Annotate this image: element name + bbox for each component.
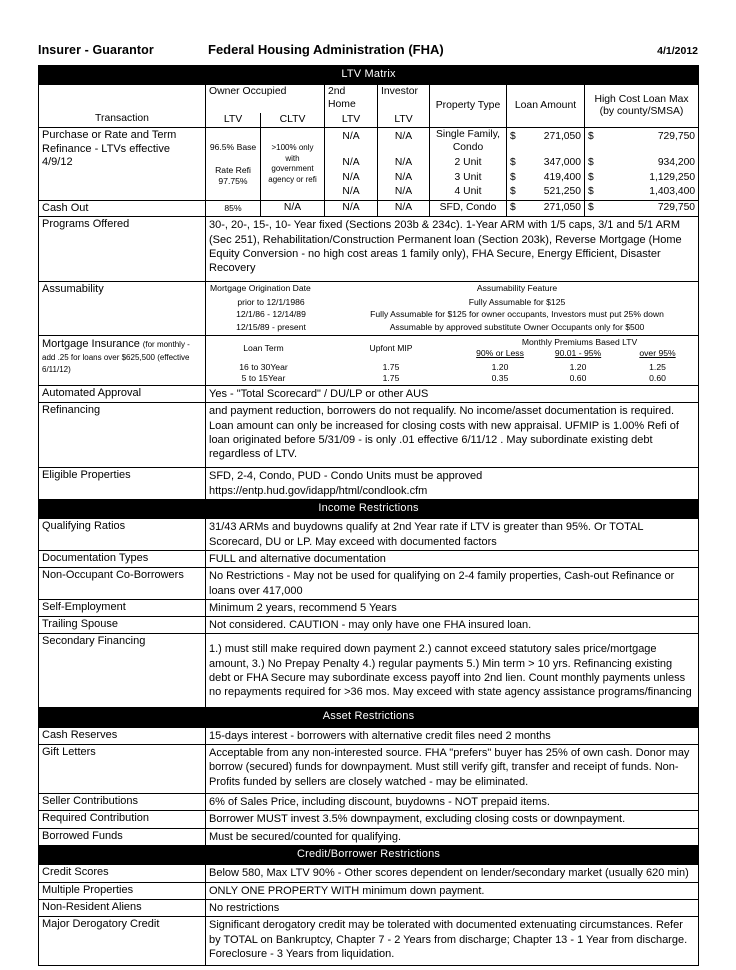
assumability-row-2 (206, 307, 698, 319)
cell-loan-amount-1: 271,050 (527, 128, 585, 156)
row-value-non-resident-aliens: No restrictions (206, 900, 699, 917)
mip-col-upfront: Upfont MIP (369, 342, 413, 353)
cell-investor-3: N/A (378, 171, 430, 186)
row-value-mortgage-insurance (206, 336, 699, 386)
cell-cashout-high-cost: 729,750 (602, 200, 699, 216)
cell-cashout-investor: N/A (378, 200, 430, 216)
cell-2nd-home-4: N/A (325, 185, 378, 200)
cell-high-cost-4: 1,403,400 (602, 185, 699, 200)
header-high-cost-loan-max: High Cost Loan Max (by county/SMSA) (585, 85, 699, 128)
document-header (38, 42, 698, 60)
table-row-refinancing (39, 403, 699, 468)
cell-cashout-cltv: N/A (261, 200, 325, 216)
mip-term-1: 16 to 30Year (239, 362, 288, 373)
mip-sub-over-95: over 95% (639, 347, 676, 358)
table-row-secondary-financing (39, 634, 699, 708)
mip-premium-90less-1: 1.20 (491, 362, 509, 373)
table-row-gift-letters (39, 745, 699, 794)
row-value-self-employment: Minimum 2 years, recommend 5 Years (206, 599, 699, 616)
mip-premium-over95-2: 0.60 (649, 372, 666, 383)
table-row-purchase-1 (39, 128, 699, 156)
header-second-home: 2nd Home (325, 85, 378, 113)
header-date: 4/1/2012 (657, 45, 698, 57)
cell-loan-amount-4: 521,250 (527, 185, 585, 200)
row-value-non-occupant-co-borrowers: No Restrictions - May not be used for qualifying on 2-4 family properties, Cash-out Refinance or loans over 417,000 (206, 568, 699, 600)
table-row-multiple-properties (39, 882, 699, 899)
band-row-credit-restrictions (39, 846, 699, 865)
table-row-borrowed-funds (39, 828, 699, 845)
row-label-self-employment: Self-Employment (39, 599, 206, 616)
row-label-qualifying-ratios: Qualifying Ratios (39, 519, 206, 551)
row-label-programs-offered: Programs Offered (39, 217, 206, 282)
cell-dollar-1: $ (507, 128, 527, 156)
row-value-assumability (206, 282, 699, 336)
row-label-borrowed-funds: Borrowed Funds (39, 828, 206, 845)
cell-dollar-3: $ (507, 171, 527, 186)
row-label-seller-contributions: Seller Contributions (39, 794, 206, 811)
cell-investor-2: N/A (378, 156, 430, 171)
assumability-subheader (206, 282, 698, 293)
header-2nd-ltv: LTV (325, 113, 378, 128)
row-value-borrowed-funds: Must be secured/counted for qualifying. (206, 828, 699, 845)
row-label-secondary-financing: Secondary Financing (39, 634, 206, 708)
row-label-multiple-properties: Multiple Properties (39, 882, 206, 899)
row-label-non-resident-aliens: Non-Resident Aliens (39, 900, 206, 917)
row-value-seller-contributions: 6% of Sales Price, including discount, buydowns - NOT prepaid items. (206, 794, 699, 811)
cell-property-type-2: 2 Unit (430, 156, 507, 171)
mip-premium-90less-2: 0.35 (491, 372, 509, 383)
cell-dollar-2: $ (507, 156, 527, 171)
ltv-header-group-row (39, 85, 699, 113)
mip-premium-over95-1: 1.25 (649, 362, 666, 373)
cell-high-cost-3: 1,129,250 (602, 171, 699, 186)
row-value-documentation-types: FULL and alternative documentation (206, 551, 699, 568)
table-row-trailing-spouse (39, 617, 699, 634)
assumability-col-feature: Assumability Feature (476, 283, 558, 294)
cell-property-type-3: 3 Unit (430, 171, 507, 186)
cell-cashout-loan-amount: 271,050 (527, 200, 585, 216)
mip-subtable (206, 336, 698, 385)
mip-data-row-1 (206, 360, 698, 372)
mi-label-main: Mortgage Insurance (42, 338, 140, 351)
mip-data-row-2 (206, 373, 698, 385)
row-value-multiple-properties: ONLY ONE PROPERTY WITH minimum down payment. (206, 882, 699, 899)
mip-sub-90-or-less: 90% or Less (476, 347, 524, 358)
band-row-asset-restrictions (39, 708, 699, 727)
row-value-major-derogatory-credit: Significant derogatory credit may be tolerated with documented extenuating circumstances. Refer by TOTAL on Bankruptcy, Chapter 7 - 2 Years from discharge; Chapter 13 - 1 Year from discharge. Foreclosure - 3 Years from liquidation. (206, 917, 699, 966)
band-label-ltv-matrix: LTV Matrix (39, 66, 699, 85)
cell-dollar2-1: $ (585, 128, 602, 156)
row-value-required-contribution: Borrower MUST invest 3.5% downpayment, excluding closing costs or downpayment. (206, 811, 699, 828)
row-label-assumability: Assumability (39, 282, 206, 336)
row-label-required-contribution: Required Contribution (39, 811, 206, 828)
mip-upfront-2: 1.75 (382, 372, 400, 383)
cell-cashout-oo-ltv: 85% (206, 200, 261, 216)
row-label-cash-reserves: Cash Reserves (39, 727, 206, 744)
cell-oo-ltv-purchase: 96.5% Base Rate Refi 97.75% (206, 128, 261, 200)
assumability-feature-3: Assumable by approved substitute Owner Occupants only for $500 (389, 321, 645, 332)
header-oo-cltv: CLTV (261, 113, 325, 128)
row-value-automated-approval: Yes - "Total Scorecard" / DU/LP or other AUS (206, 386, 699, 403)
row-label-gift-letters: Gift Letters (39, 745, 206, 794)
cell-high-cost-1: 729,750 (602, 128, 699, 156)
fha-matrix-document (38, 42, 698, 966)
cell-dollar-4: $ (507, 185, 527, 200)
assumability-row-3 (206, 320, 698, 335)
table-row-eligible-properties (39, 468, 699, 500)
cell-investor-4: N/A (378, 185, 430, 200)
table-row-non-occupant-co-borrowers (39, 568, 699, 600)
band-row-income-restrictions (39, 500, 699, 519)
cell-dollar2-2: $ (585, 156, 602, 171)
cell-cashout-dollar: $ (507, 200, 527, 216)
mip-upfront-1: 1.75 (382, 362, 400, 373)
table-row-non-resident-aliens (39, 900, 699, 917)
band-row-ltv-matrix (39, 66, 699, 85)
header-investor: Investor (378, 85, 430, 113)
table-row-mortgage-insurance (39, 336, 699, 386)
table-row-seller-contributions (39, 794, 699, 811)
row-value-qualifying-ratios: 31/43 ARMs and buydowns qualify at 2nd Year rate if LTV is greater than 95%. Or TOTAL Scorecard, DU or LP. May exceed with documented factors (206, 519, 699, 551)
assumability-date-1: prior to 12/1/1986 (237, 296, 305, 307)
row-value-gift-letters: Acceptable from any non-interested source. FHA "prefers" buyer has 25% of own cash. Donor may borrow (secured) funds for downpayment. Must still verify gift, transfer and receipt of funds. Non-Profits funded by sellers are closely watched - may be eliminated. (206, 745, 699, 794)
table-row-required-contribution (39, 811, 699, 828)
header-oo-ltv: LTV (206, 113, 261, 128)
table-row-cash-reserves (39, 727, 699, 744)
row-label-eligible-properties: Eligible Properties (39, 468, 206, 500)
header-loan-amount: Loan Amount (507, 85, 585, 128)
row-value-programs-offered: 30-, 20-, 15-, 10- Year fixed (Sections 203b & 234c). 1-Year ARM with 1/5 caps, 3/1 and 5/1 ARM (Sec 251), Rehabilitation/Construction Permanent loan (Section 203k), Reverse Mortgage (Home Equity Conversion - no high cost areas 1 family only), FHA Secure, Energy Efficient, Disaster Recovery (206, 217, 699, 282)
cell-oo-cltv-purchase: >100% only with government agency or refi (261, 128, 325, 200)
header-owner-occupied: Owner Occupied (206, 85, 325, 113)
assumability-date-3: 12/15/89 - present (236, 321, 306, 332)
mip-premium-9095-1: 1.20 (569, 362, 587, 373)
cell-property-type-4: 4 Unit (430, 185, 507, 200)
mip-sub-90-95: 90.01 - 95% (554, 347, 602, 358)
assumability-feature-1: Fully Assumable for $125 (468, 296, 566, 307)
table-row-assumability (39, 282, 699, 336)
header-transaction: Transaction (39, 85, 206, 128)
row-value-refinancing: and payment reduction, borrowers do not requalify. No income/asset documentation is required. Loan amount can only be increased for closing costs with new appraisal. UFMIP is 1.00% Refi of loan originated before 5/31/09 - is only .01 effective 6/11/12 . May subordinate existing debt regardless of LTV. (206, 403, 699, 468)
header-inv-ltv: LTV (378, 113, 430, 128)
cell-cashout-property-type: SFD, Condo (430, 200, 507, 216)
mip-col-loan-term: Loan Term (243, 342, 284, 353)
cell-loan-amount-3: 419,400 (527, 171, 585, 186)
table-row-credit-scores (39, 865, 699, 882)
cell-dollar2-4: $ (585, 185, 602, 200)
table-row-automated-approval (39, 386, 699, 403)
mi-label-note: (for monthly - add .25 for loans over $625,500 (effective 6/11/12) (42, 340, 190, 375)
assumability-row-1 (206, 294, 698, 307)
band-label-asset-restrictions: Asset Restrictions (39, 708, 699, 727)
row-label-major-derogatory-credit: Major Derogatory Credit (39, 917, 206, 966)
row-label-refinancing: Refinancing (39, 403, 206, 468)
row-label-purchase-rate-term: Purchase or Rate and Term Refinance - LTVs effective 4/9/12 (39, 128, 206, 200)
cell-property-type-1: Single Family, Condo (430, 128, 507, 156)
mip-header-row-1 (206, 336, 698, 347)
row-label-documentation-types: Documentation Types (39, 551, 206, 568)
table-row-qualifying-ratios (39, 519, 699, 551)
band-label-income-restrictions: Income Restrictions (39, 500, 699, 519)
mip-term-2: 5 to 15Year (241, 372, 286, 383)
row-label-automated-approval: Automated Approval (39, 386, 206, 403)
table-row-cash-out (39, 200, 699, 216)
header-property-type: Property Type (430, 85, 507, 128)
row-value-secondary-financing: 1.) must still make required down payment 2.) cannot exceed statutory sales price/mortgage amount, 3.) No Prepay Penalty 4.) regular payments 5.) Min term > 10 yrs. Refinancing existing debt or FHA Secure may subordinate excess payoff into 2nd lien. Count monthly payments unless no repayments required for >36 mos. May exceed with state agency assistance programs/financing (206, 634, 699, 708)
row-label-non-occupant-co-borrowers: Non-Occupant Co-Borrowers (39, 568, 206, 600)
header-insurer-guarantor: Insurer - Guarantor (38, 43, 154, 57)
row-label-mortgage-insurance (39, 336, 206, 386)
band-label-credit-restrictions: Credit/Borrower Restrictions (39, 846, 699, 865)
assumability-subtable (206, 282, 698, 335)
table-row-documentation-types (39, 551, 699, 568)
mip-premium-9095-2: 0.60 (569, 372, 587, 383)
assumability-col-origination-date: Mortgage Origination Date (210, 283, 311, 294)
assumability-feature-2: Fully Assumable for $125 for owner occupants, Investors must put 25% down (370, 309, 664, 320)
assumability-date-2: 12/1/86 - 12/14/89 (236, 309, 306, 320)
cell-2nd-home-3: N/A (325, 171, 378, 186)
cell-cashout-dollar2: $ (585, 200, 602, 216)
row-value-eligible-properties: SFD, 2-4, Condo, PUD - Condo Units must be approved https://entp.hud.gov/idapp/html/condlook.cfm (206, 468, 699, 500)
row-label-credit-scores: Credit Scores (39, 865, 206, 882)
cell-2nd-home-2: N/A (325, 156, 378, 171)
cell-dollar2-3: $ (585, 171, 602, 186)
row-value-trailing-spouse: Not considered. CAUTION - may only have one FHA insured loan. (206, 617, 699, 634)
row-label-trailing-spouse: Trailing Spouse (39, 617, 206, 634)
row-value-cash-reserves: 15-days interest - borrowers with alternative credit files need 2 months (206, 727, 699, 744)
cell-high-cost-2: 934,200 (602, 156, 699, 171)
table-row-programs-offered (39, 217, 699, 282)
table-row-major-derogatory-credit (39, 917, 699, 966)
fha-guidelines-table (38, 65, 699, 966)
cell-loan-amount-2: 347,000 (527, 156, 585, 171)
table-row-self-employment (39, 599, 699, 616)
row-label-cash-out: Cash Out (39, 200, 206, 216)
header-agency-title: Federal Housing Administration (FHA) (208, 42, 444, 57)
cell-investor-1: N/A (378, 128, 430, 156)
row-value-credit-scores: Below 580, Max LTV 90% - Other scores dependent on lender/secondary market (usually 620 min) (206, 865, 699, 882)
mip-col-monthly-premiums: Monthly Premiums Based LTV (521, 337, 638, 348)
cell-2nd-home-1: N/A (325, 128, 378, 156)
cell-cashout-2nd-home: N/A (325, 200, 378, 216)
